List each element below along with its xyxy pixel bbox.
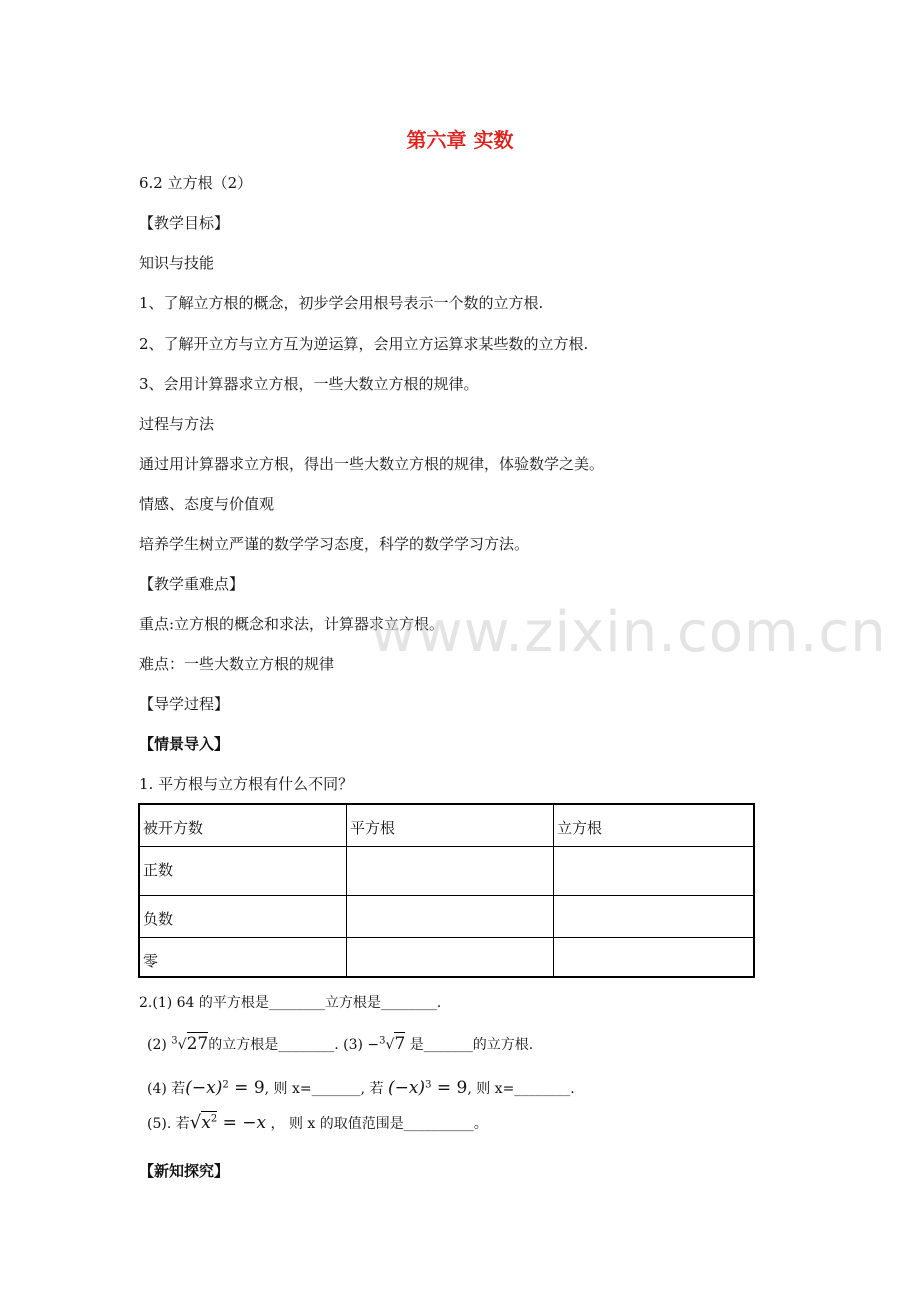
q2-3-text: 是_______的立方根. [405,1037,534,1053]
goal-2: 2、了解开立方与立方互为逆运算，会用立方运算求某些数的立方根. [139,335,589,353]
new-knowledge-header: 【新知探究】 [139,1162,230,1180]
goal-3: 3、会用计算器求立方根，一些大数立方根的规律。 [139,375,479,393]
exponent: 3 [425,1079,432,1091]
radicand: 7 [394,1034,406,1054]
table-cell [554,937,755,977]
equals-neg-x: = −x [217,1113,267,1133]
key-point: 重点:立方根的概念和求法，计算器求立方根。 [139,615,445,633]
question-2-1: 2.(1) 64 的平方根是________立方根是________. [139,995,442,1011]
emotion-text: 培养学生树立严谨的数学学习态度，科学的数学学习方法。 [139,535,530,553]
question-2-5 [147,1112,488,1133]
comparison-table [138,803,755,978]
table-header-row [139,804,754,846]
chapter-title: 第六章 实数 [406,128,514,152]
exponent: 2 [222,1079,229,1091]
table-row-label: 零 [139,937,347,977]
table-row [139,895,754,937]
table-cell [347,895,554,937]
q2-4-label: (4) 若 [147,1081,186,1097]
equals-nine: = 9 [228,1078,265,1098]
table-row-label: 负数 [139,895,347,937]
root-index: 3 [379,1035,386,1047]
question-2-2 [147,1034,533,1054]
root-index: 3 [171,1035,178,1047]
table-cell [347,937,554,977]
watermark: www.zixin.com.cn [370,600,887,665]
table-header-cell: 平方根 [347,804,554,846]
goal-1: 1、了解立方根的概念，初步学会用根号表示一个数的立方根. [139,294,544,312]
emotion-header: 情感、态度与价值观 [139,495,275,513]
q2-5-text: ， 则 x 的取值范围是__________。 [266,1116,488,1132]
table-cell [554,895,755,937]
radical-sign: √ [177,1037,187,1053]
goals-header: 【教学目标】 [139,214,230,232]
table-cell [347,846,554,895]
radicand: 27 [186,1034,209,1054]
process-text: 通过用计算器求立方根，得出一些大数立方根的规律，体验数学之美。 [139,455,605,473]
q2-4-text-end: , 则 x=________. [467,1081,575,1097]
table-row [139,937,754,977]
radical-sign: √ [385,1037,395,1053]
question-1: 1. 平方根与立方根有什么不同？ [139,775,354,793]
table-row-label: 正数 [139,846,347,895]
question-2-4 [147,1078,575,1098]
expr-neg-x: (−x) [387,1078,426,1098]
table-header-cell: 立方根 [554,804,755,846]
process-header: 过程与方法 [139,415,215,433]
q2-2-label: (2) [147,1037,172,1053]
difficult-point: 难点：一些大数立方根的规律 [139,655,335,673]
q2-4-text: , 则 x=_______, 若 [264,1081,388,1097]
knowledge-header: 知识与技能 [139,254,215,272]
lesson-subtitle: 6.2 立方根（2） [139,174,253,192]
table-row [139,846,754,895]
q2-5-label: (5). 若 [147,1116,190,1132]
expr-neg-x: (−x) [185,1078,223,1098]
key-header: 【教学重难点】 [139,575,245,593]
scene-header: 【情景导入】 [139,735,230,753]
q2-2-text: 的立方根是________. (3) − [208,1037,380,1053]
table-cell [554,846,755,895]
exponent: 2 [210,1113,218,1125]
equals-nine: = 9 [431,1078,468,1098]
guide-header: 【导学过程】 [139,695,230,713]
table-header-cell: 被开方数 [139,804,347,846]
radicand [201,1111,217,1133]
radical-sign: √ [189,1112,202,1133]
radicand-x: x [201,1113,211,1133]
